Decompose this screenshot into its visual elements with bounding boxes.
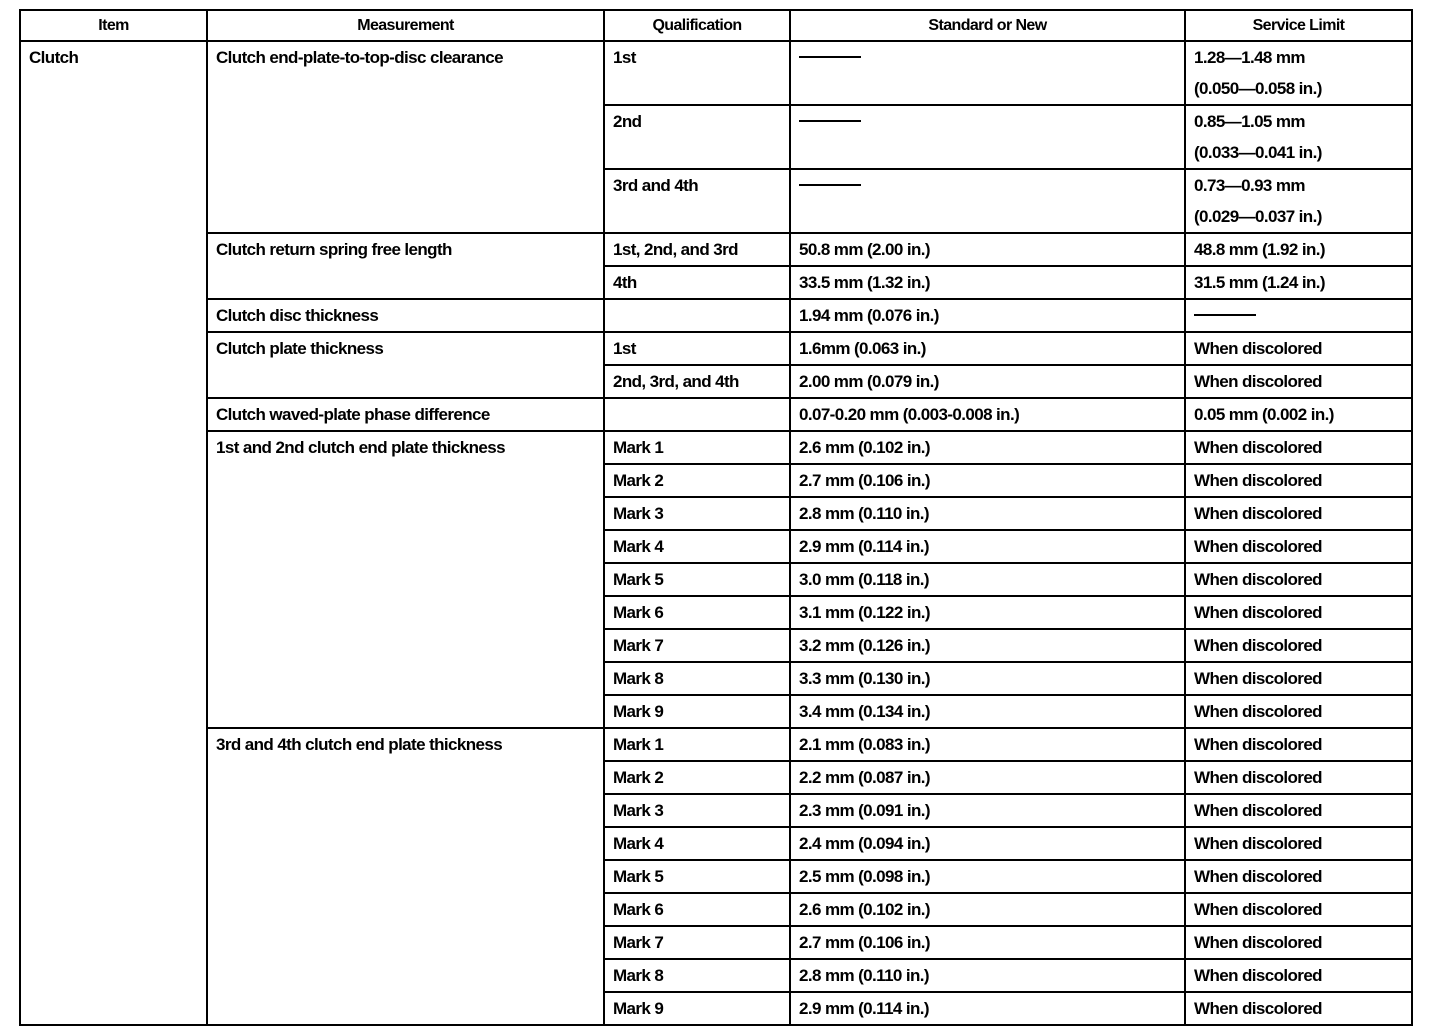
qualification-cell: Mark 1: [604, 728, 790, 761]
table-row: [20, 299, 1412, 332]
header-standard: Standard or New: [790, 10, 1185, 41]
header-qualification: Qualification: [604, 10, 790, 41]
service-limit-cell: When discolored: [1185, 530, 1412, 563]
service-limit-cell: [1185, 299, 1412, 332]
service-limit-cell: When discolored: [1185, 728, 1412, 761]
measurement-cell: Clutch disc thickness: [207, 299, 604, 332]
measurement-cell: 3rd and 4th clutch end plate thickness: [207, 728, 604, 1025]
table-row: [20, 398, 1412, 431]
standard-cell: 3.1 mm (0.122 in.): [790, 596, 1185, 629]
qualification-cell: Mark 6: [604, 893, 790, 926]
standard-cell: 2.8 mm (0.110 in.): [790, 959, 1185, 992]
standard-cell: 3.2 mm (0.126 in.): [790, 629, 1185, 662]
standard-cell: 1.6mm (0.063 in.): [790, 332, 1185, 365]
clutch-spec-table: [19, 9, 1413, 1026]
standard-cell: 2.7 mm (0.106 in.): [790, 464, 1185, 497]
table-row: [20, 41, 1412, 105]
service-limit-cell: When discolored: [1185, 827, 1412, 860]
service-limit-cell: When discolored: [1185, 662, 1412, 695]
service-limit-cell: When discolored: [1185, 596, 1412, 629]
service-limit-cell: 48.8 mm (1.92 in.): [1185, 233, 1412, 266]
standard-cell: 2.6 mm (0.102 in.): [790, 893, 1185, 926]
service-limit-cell: 0.73—0.93 mm (0.029—0.037 in.): [1185, 169, 1412, 233]
standard-cell: [790, 169, 1185, 233]
standard-cell: 2.6 mm (0.102 in.): [790, 431, 1185, 464]
service-limit-cell: When discolored: [1185, 992, 1412, 1025]
qualification-cell: [604, 299, 790, 332]
header-service-limit: Service Limit: [1185, 10, 1412, 41]
qualification-cell: Mark 3: [604, 794, 790, 827]
standard-cell: 2.2 mm (0.087 in.): [790, 761, 1185, 794]
qualification-cell: 3rd and 4th: [604, 169, 790, 233]
service-limit-cell: When discolored: [1185, 761, 1412, 794]
qualification-cell: Mark 7: [604, 926, 790, 959]
service-limit-cell: When discolored: [1185, 926, 1412, 959]
qualification-cell: Mark 5: [604, 563, 790, 596]
standard-cell: 3.0 mm (0.118 in.): [790, 563, 1185, 596]
qualification-cell: 4th: [604, 266, 790, 299]
table-row: [20, 332, 1412, 365]
standard-cell: 2.1 mm (0.083 in.): [790, 728, 1185, 761]
service-limit-cell: 0.05 mm (0.002 in.): [1185, 398, 1412, 431]
not-applicable-dash: [799, 56, 861, 58]
standard-cell: 2.9 mm (0.114 in.): [790, 530, 1185, 563]
item-cell: Clutch: [20, 41, 207, 1025]
qualification-cell: Mark 8: [604, 662, 790, 695]
measurement-cell: 1st and 2nd clutch end plate thickness: [207, 431, 604, 728]
header-measurement: Measurement: [207, 10, 604, 41]
standard-cell: 50.8 mm (2.00 in.): [790, 233, 1185, 266]
standard-cell: 2.00 mm (0.079 in.): [790, 365, 1185, 398]
standard-cell: 33.5 mm (1.32 in.): [790, 266, 1185, 299]
service-limit-cell: When discolored: [1185, 563, 1412, 596]
standard-cell: 3.3 mm (0.130 in.): [790, 662, 1185, 695]
qualification-cell: 1st, 2nd, and 3rd: [604, 233, 790, 266]
service-limit-cell: When discolored: [1185, 629, 1412, 662]
standard-cell: 2.4 mm (0.094 in.): [790, 827, 1185, 860]
service-limit-cell: When discolored: [1185, 464, 1412, 497]
standard-cell: 2.5 mm (0.098 in.): [790, 860, 1185, 893]
header-item: Item: [20, 10, 207, 41]
not-applicable-dash: [799, 184, 861, 186]
qualification-cell: 1st: [604, 41, 790, 105]
qualification-cell: Mark 2: [604, 761, 790, 794]
standard-cell: [790, 105, 1185, 169]
qualification-cell: Mark 9: [604, 695, 790, 728]
qualification-cell: Mark 9: [604, 992, 790, 1025]
table-row: [20, 431, 1412, 464]
measurement-cell: Clutch waved-plate phase difference: [207, 398, 604, 431]
qualification-cell: Mark 4: [604, 530, 790, 563]
not-applicable-dash: [799, 120, 861, 122]
standard-cell: 2.9 mm (0.114 in.): [790, 992, 1185, 1025]
standard-cell: 0.07-0.20 mm (0.003-0.008 in.): [790, 398, 1185, 431]
standard-cell: 2.8 mm (0.110 in.): [790, 497, 1185, 530]
service-limit-cell: When discolored: [1185, 794, 1412, 827]
standard-cell: 3.4 mm (0.134 in.): [790, 695, 1185, 728]
qualification-cell: Mark 7: [604, 629, 790, 662]
qualification-cell: 2nd: [604, 105, 790, 169]
qualification-cell: [604, 398, 790, 431]
qualification-cell: Mark 2: [604, 464, 790, 497]
standard-cell: 2.7 mm (0.106 in.): [790, 926, 1185, 959]
qualification-cell: 2nd, 3rd, and 4th: [604, 365, 790, 398]
not-applicable-dash: [1194, 314, 1256, 316]
service-limit-cell: When discolored: [1185, 497, 1412, 530]
service-limit-cell: When discolored: [1185, 860, 1412, 893]
standard-cell: 1.94 mm (0.076 in.): [790, 299, 1185, 332]
table-row: [20, 233, 1412, 266]
standard-cell: 2.3 mm (0.091 in.): [790, 794, 1185, 827]
qualification-cell: Mark 3: [604, 497, 790, 530]
service-limit-cell: When discolored: [1185, 695, 1412, 728]
qualification-cell: Mark 1: [604, 431, 790, 464]
qualification-cell: Mark 5: [604, 860, 790, 893]
qualification-cell: 1st: [604, 332, 790, 365]
service-limit-cell: 1.28—1.48 mm (0.050—0.058 in.): [1185, 41, 1412, 105]
table-row: [20, 728, 1412, 761]
qualification-cell: Mark 8: [604, 959, 790, 992]
measurement-cell: Clutch plate thickness: [207, 332, 604, 398]
standard-cell: [790, 41, 1185, 105]
service-limit-cell: When discolored: [1185, 365, 1412, 398]
qualification-cell: Mark 6: [604, 596, 790, 629]
service-limit-cell: When discolored: [1185, 959, 1412, 992]
table-body: [20, 41, 1412, 1025]
service-limit-cell: When discolored: [1185, 431, 1412, 464]
service-limit-cell: When discolored: [1185, 332, 1412, 365]
header-row: [20, 10, 1412, 41]
service-limit-cell: 0.85—1.05 mm (0.033—0.041 in.): [1185, 105, 1412, 169]
qualification-cell: Mark 4: [604, 827, 790, 860]
service-limit-cell: When discolored: [1185, 893, 1412, 926]
measurement-cell: Clutch end-plate-to-top-disc clearance: [207, 41, 604, 233]
measurement-cell: Clutch return spring free length: [207, 233, 604, 299]
service-limit-cell: 31.5 mm (1.24 in.): [1185, 266, 1412, 299]
